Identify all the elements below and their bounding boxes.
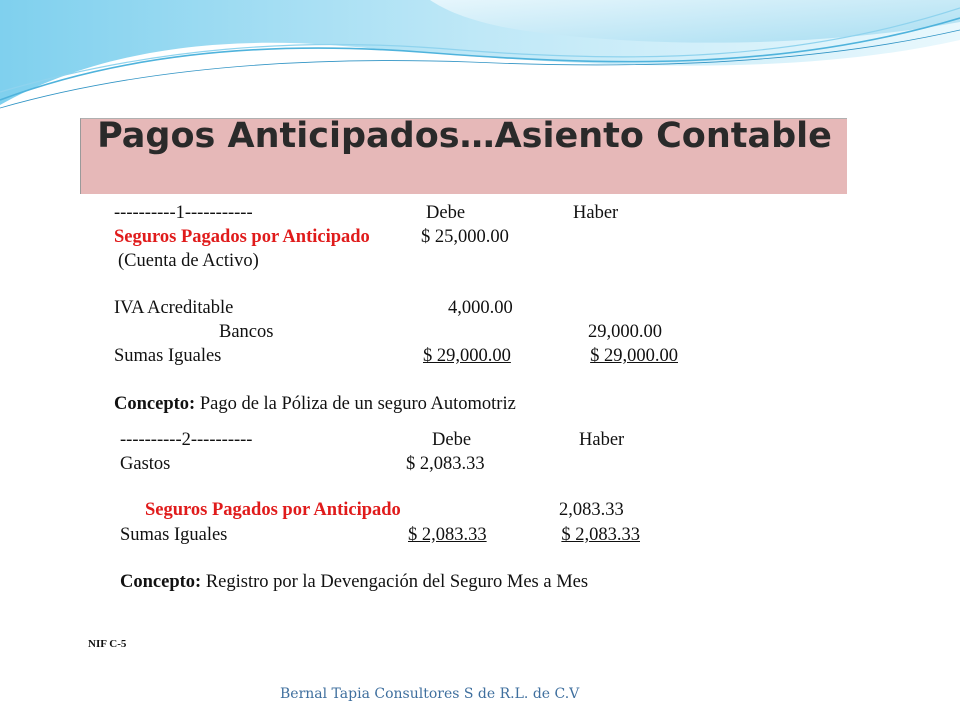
entry1-concept-text: Pago de la Póliza de un seguro Automotriz [195, 394, 516, 414]
entry2-line1-account: Gastos [120, 454, 171, 474]
entry2-totals-haber: $ 2,083.33 [561, 525, 640, 545]
entry1-col-haber: Haber [573, 203, 619, 223]
footer-company-name: Bernal Tapia Consultores S de R.L. de C.V [280, 686, 580, 702]
entry1-line1-account: Seguros Pagados por Anticipado [114, 227, 370, 247]
entry2-line1-debe: $ 2,083.33 [406, 454, 485, 474]
entry2-concept-label: Concepto: [120, 572, 202, 592]
entry2-line2-haber: 2,083.33 [559, 500, 624, 520]
entry1-line2-debe: 4,000.00 [448, 298, 513, 318]
nif-reference: NIF C-5 [88, 638, 127, 650]
entry1-line3-haber: 29,000.00 [588, 322, 662, 342]
entry2-totals-label: Sumas Iguales [120, 525, 228, 545]
entry1-totals-debe: $ 29,000.00 [423, 346, 511, 366]
entry1-col-debe: Debe [426, 203, 466, 223]
entry1-totals-haber: $ 29,000.00 [590, 346, 678, 366]
entry2-concept-text: Registro por la Devengación del Seguro Mes a Mes [201, 572, 589, 592]
entry1-line3-account: Bancos [219, 322, 274, 342]
header-swoosh-decoration [0, 0, 960, 130]
entry1-line1-note: (Cuenta de Activo) [118, 251, 259, 271]
entry2-header-number: ----------2---------- [120, 430, 253, 450]
entry1-totals-label: Sumas Iguales [114, 346, 222, 366]
entry2-totals-debe: $ 2,083.33 [408, 525, 487, 545]
entry1-line1-debe: $ 25,000.00 [421, 227, 509, 247]
entry1-line2-account: IVA Acreditable [114, 298, 234, 318]
entry2-line2-account: Seguros Pagados por Anticipado [145, 500, 401, 520]
slide-title: Pagos Anticipados…Asiento Contable [97, 116, 832, 156]
title-band [80, 118, 847, 194]
entry1-header-number: ----------1----------- [114, 203, 253, 223]
entry2-col-debe: Debe [432, 430, 472, 450]
entry1-concept-label: Concepto: [114, 394, 196, 414]
entry2-concept [120, 571, 588, 593]
entry1-concept [114, 393, 516, 415]
entry2-col-haber: Haber [579, 430, 625, 450]
